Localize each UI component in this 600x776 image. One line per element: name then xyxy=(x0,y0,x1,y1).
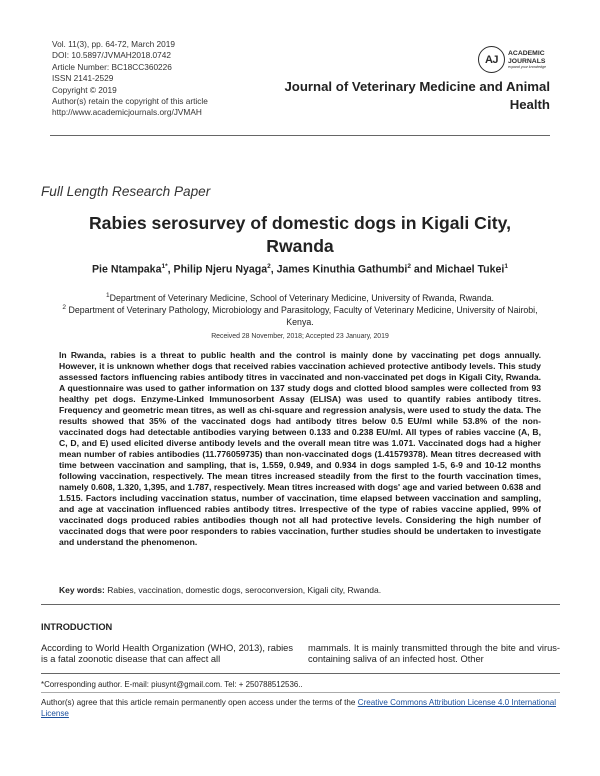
footnote-divider xyxy=(41,673,560,674)
author-affiliation-mark: 2 xyxy=(267,263,271,270)
affiliation-2 xyxy=(55,302,545,328)
license-link[interactable]: Creative Commons Attribution License 4.0 International License xyxy=(41,698,556,719)
received-date: Received 28 November, 2018; Accepted 23 January, 2019 xyxy=(211,333,389,340)
author-name: Philip Njeru Nyaga xyxy=(173,263,268,276)
article-title: Rabies serosurvey of domestic dogs in Kigali City, Rwanda xyxy=(88,213,512,256)
author-name: James Kinuthia Gathumbi xyxy=(276,263,408,276)
author-separator: , xyxy=(270,263,277,276)
author-name: Michael Tukei xyxy=(435,263,505,276)
keywords xyxy=(59,585,541,595)
meta-copyright: Copyright © 2019 xyxy=(52,84,117,95)
logo-tagline: expand your knowledge xyxy=(508,64,546,69)
author-list xyxy=(40,263,560,276)
keywords-divider xyxy=(41,604,560,605)
logo-line2: JOURNALS xyxy=(508,57,546,65)
author-affiliation-mark: 1 xyxy=(504,263,508,270)
meta-rights: Author(s) retain the copyright of this article xyxy=(52,96,208,107)
intro-column-left: According to World Health Organization (WHO, 2013), rabies is a fatal zoonotic disease that can affect all xyxy=(41,643,293,665)
section-heading: INTRODUCTION xyxy=(41,622,113,632)
license-note xyxy=(41,697,556,720)
meta-issn: ISSN 2141-2529 xyxy=(52,73,114,84)
logo-line1: ACADEMIC xyxy=(508,50,545,58)
affiliation-mark: 2 xyxy=(62,304,67,311)
author-affiliation-mark: 1* xyxy=(161,263,168,270)
publisher-logo-mark: AJ xyxy=(478,46,505,73)
author-separator: , xyxy=(167,263,174,276)
meta-url: http://www.academicjournals.org/JVMAH xyxy=(52,107,202,118)
corresponding-author: *Corresponding author. E-mail: piusynt@gmail.com. Tel: + 250788512536.. xyxy=(41,680,303,689)
paper-type: Full Length Research Paper xyxy=(41,184,211,199)
publisher-logo xyxy=(478,46,546,73)
author-name: Pie Ntampaka xyxy=(91,263,162,276)
license-divider xyxy=(41,692,560,693)
author-affiliation-mark: 2 xyxy=(407,263,411,270)
meta-volume: Vol. 11(3), pp. 64-72, March 2019 xyxy=(52,39,175,49)
header-divider xyxy=(50,135,550,136)
journal-title: Journal of Veterinary Medicine and Animal Health xyxy=(284,79,550,113)
affiliation-mark: 1 xyxy=(106,292,110,299)
meta-article-number: Article Number: BC18CC360226 xyxy=(52,61,172,72)
author-separator: and xyxy=(410,263,436,276)
keywords-label: Key words: xyxy=(59,585,105,595)
license-text: Author(s) agree that this article remain permanently open access under the terms of the xyxy=(41,698,358,707)
affiliation-text: Department of Veterinary Medicine, School of Veterinary Medicine, University of Rwanda, Rwanda. xyxy=(109,292,494,303)
abstract: In Rwanda, rabies is a threat to public health and the control is mainly done by vaccinating pet dogs annually. However, it is unknown whether dogs that received rabies vaccination achieved protective antibody levels. This study assessed factors influencing rabies antibody titres in vaccinated and non-vaccinated pet dogs in Kigali City, Rwanda. A questionnaire was used to gather information on 137 study dogs and clotted blood samples were collected from 93 healthy pet dogs. Enzyme-Linked Immunosorbent Assay (ELISA) was used to quantify rabies antibody titres. Frequency and geometric mean titres, as well as chi-square and regression analysis, were used to study the data. The results showed that 35% of the vaccinated dogs had antibody titres below 0.5 EU/ml while 53.8% of the non-vaccinated dogs had detectable antibodies varying between 0.133 and 0.238 EU/ml. All types of rabies vaccine (A, B, C, D, and E) used elicited diverse antibody levels and the overall mean titre was 1.071. Vaccinated dogs had a higher mean number of rabies antibodies (11.776059735) than non-vaccinated dogs (1.41579378). Mean titres decreased with time between vaccination and sampling, that is, 1.559, 0.949, and 0.934 in dogs sampled 1-5, 6-9 and 10-12 months following vaccination, respectively. The mean titres increased steadily from the first to the fourth vaccination times, namely 0.608, 1.320, 1,395, and 1.787, respectively. Mean titres increased with dogs' age and varied between 0.638 and 1.515. Factors including vaccination status, number of vaccination, time elapsed between vaccination and sampling, and age at vaccination influenced rabies antibody titres. Irrespective of the type of rabies vaccine applied, 99% of vaccinated dogs produced rabies antibodies though not all had protective levels. Considering the high number of vaccinated dogs that were poor responders to rabies vaccination, further studies should be undertaken to investigate and understand the phenomenon. xyxy=(59,350,541,547)
affiliation-text: Department of Veterinary Pathology, Microbiology and Parasitology, Faculty of Veterinary Medicine, University of Nairobi, Kenya. xyxy=(68,304,538,327)
article-meta xyxy=(52,39,208,119)
keywords-text: Rabies, vaccination, domestic dogs, seroconversion, Kigali city, Rwanda. xyxy=(107,585,382,595)
meta-doi: DOI: 10.5897/JVMAH2018.0742 xyxy=(52,50,171,61)
intro-column-right: mammals. It is mainly transmitted through the bite and virus-containing saliva of an infected host. Other xyxy=(308,643,560,665)
publisher-logo-text xyxy=(508,50,546,69)
